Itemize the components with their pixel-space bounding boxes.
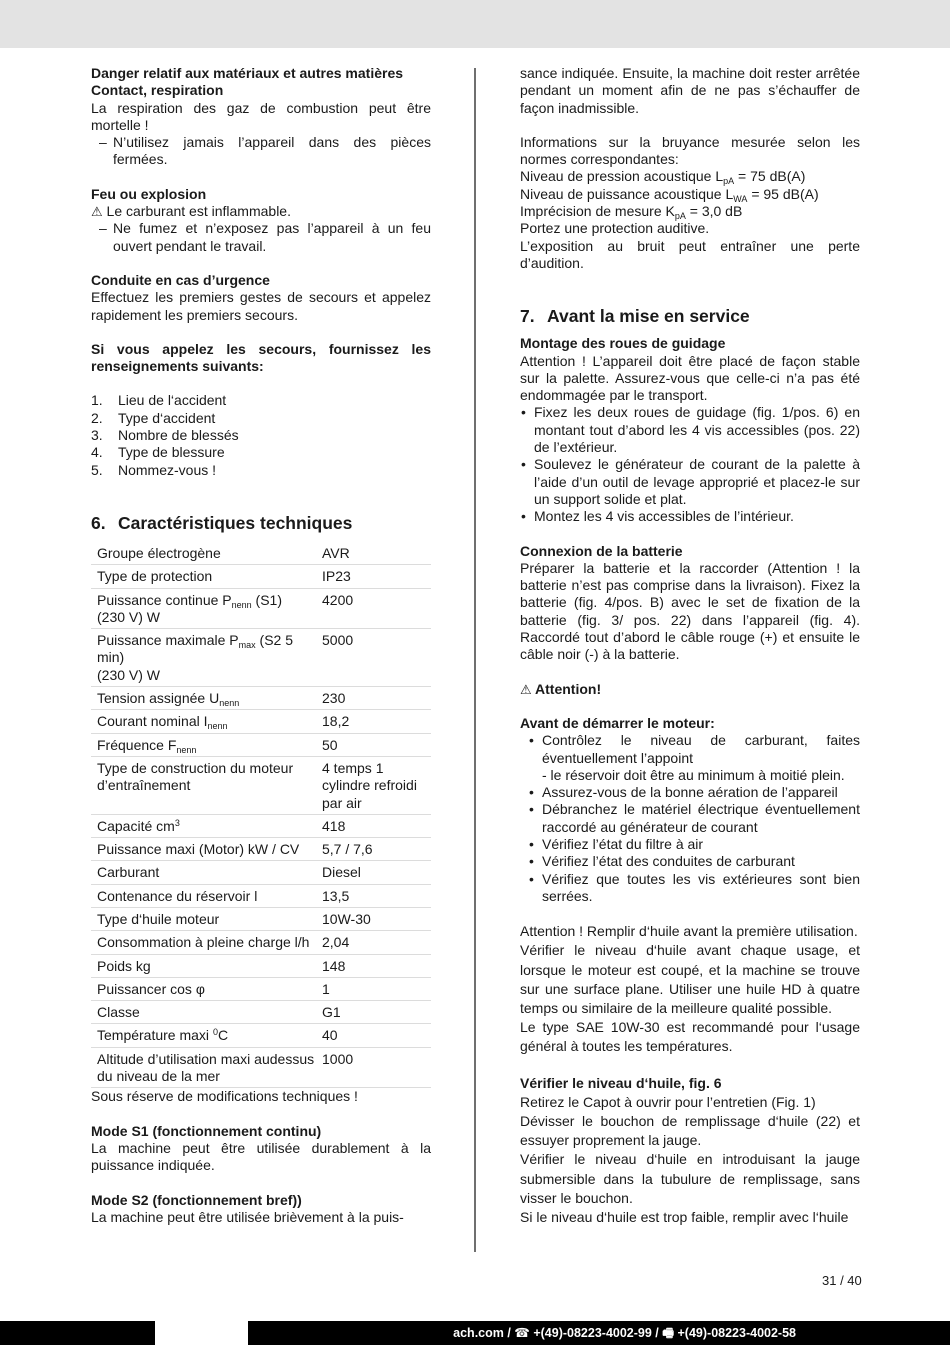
wheels-heading: Montage des roues de guidage [520, 335, 726, 352]
table-row: Carburant Diesel [91, 861, 431, 884]
list-item: • Montez les 4 vis accessibles de l’intérieur. [520, 508, 860, 525]
danger-text: La respiration des gaz de combustion peut être mortelle ! [91, 99, 431, 133]
table-row: Groupe électrogène AVR [91, 542, 431, 565]
oil-text-1: Attention ! Remplir d‘huile avant la première utilisation. [520, 923, 858, 940]
noise-power: Niveau de puissance acoustique $L_{WA} = 95$ dB(A) [520, 185, 819, 204]
fire-dash-item: – Ne fumez et n’exposez pas l’appareil à un feu ouvert pendant le travail. [91, 220, 431, 255]
section-6-title: 6. Caractéristiques techniques [91, 512, 353, 533]
danger-heading: Danger relatif aux matériaux et autres matières [91, 65, 404, 81]
noise-warning: L’exposition au bruit peut entraîner une perte d’audition. [520, 237, 860, 271]
oil-check-heading: Vérifier le niveau d‘huile, fig. 6 [520, 1074, 722, 1091]
noise-uncertainty: Imprécision de mesure $K_{pA} = 3,0$ dB [520, 203, 743, 222]
oil-check-text-2: Dévisser le bouchon de remplissage d‘huile (22) et essuyer proprement la jauge. [520, 1113, 860, 1149]
noise-pressure: Niveau de pression acoustique $L_{pA} = 75$ dB(A) [520, 168, 806, 187]
table-row: Capacité $cm^3$ 418 [91, 814, 431, 837]
fire-heading: Feu ou explosion [91, 185, 207, 202]
table-row: Fréquence $F_{nenn}$ 50 [91, 733, 431, 756]
list-item: 3. Nombre de blessés [91, 427, 239, 444]
battery-heading: Connexion de la batterie [520, 542, 683, 559]
list-item: • Vérifiez l’état du filtre à air [520, 836, 860, 853]
table-row: Classe G1 [91, 1001, 431, 1024]
table-row: Poids kg 148 [91, 954, 431, 977]
mode-s2-heading: Mode S2 (fonctionnement bref)) [91, 1191, 302, 1208]
oil-check-text-4: Si le niveau d‘huile est trop faible, remplir avec l‘huile [520, 1209, 849, 1226]
battery-text: Préparer la batterie et la raccorder (Attention ! la batterie n’est pas comprise dans la livraison). Fixez la batterie (fig. 4/pos. B) avec le set de fixation de la batterie (fig. 3/ pos. 22) dans l’appareil (fig. 4). Raccordé tout d’abord le câble rouge (+) et ensuite le câble noir (-) à la batterie. [520, 559, 860, 663]
list-item: • Assurez-vous de la bonne aération de l’appareil [520, 784, 860, 801]
fire-text-label: Le carburant est inflammable. [106, 203, 291, 220]
right-column [520, 65, 860, 1227]
top-band [0, 0, 950, 48]
section-7-title: 7. Avant la mise en service [520, 306, 750, 327]
spec-table [91, 542, 431, 1088]
table-row: Type de protection IP23 [91, 565, 431, 588]
list-item: • Contrôlez le niveau de carburant, faites éventuellement l’appoint - le réservoir doit être au minimum à moitié plein. [520, 732, 860, 784]
oil-check-text-1: Retirez le Capot à ouvrir pour l’entretien (Fig. 1) [520, 1093, 816, 1110]
table-row: Puissancer cos φ 1 [91, 977, 431, 1000]
list-item: • Fixez les deux roues de guidage (fig. 1/pos. 6) en montant tout d’abord les 4 vis accessibles (pos. 22) de l’extérieur. [520, 404, 860, 456]
table-row: Tension assignée $U_{nenn}$ 230 [91, 687, 431, 710]
mode-s1-heading: Mode S1 (fonctionnement continu) [91, 1122, 322, 1139]
noise-protection: Portez une protection auditive. [520, 220, 710, 237]
mode-s1-text: La machine peut être utilisée durablement à la puissance indiquée. [91, 1139, 431, 1174]
wheels-text: Attention ! L’appareil doit être placé de façon stable sur la palette. Assurez-vous que celle-ci n’a pas été endommagée par le transport. [520, 352, 860, 404]
table-row: Consommation à pleine charge l/h 2,04 [91, 931, 431, 954]
table-row: Courant nominal $I_{nenn}$ 18,2 [91, 710, 431, 733]
list-item: • Soulevez le générateur de courant de la palette à l’aide d’un outil de levage approprié et placez-le sur un support solide et plat. [520, 456, 860, 508]
table-row: Puissance maximale $P_{max}$ (S2 5 min) (230 V) W 5000 [91, 629, 431, 687]
table-row: Température maxi $^0$C 40 [91, 1024, 431, 1047]
table-row: Altitude d’utilisation maxi audessus du niveau de la mer 1000 [91, 1047, 431, 1088]
table-row: Contenance du réservoir l 13,5 [91, 884, 431, 907]
footer-contact: ach.com / ☎ +(49)-08223-4002-99 / 🖷 +(49)-08223-4002-58 [453, 1326, 796, 1340]
danger-dash-item: – N’utilisez jamais l’appareil dans des pièces fermées. [91, 134, 431, 169]
noise-intro: Informations sur la bruyance mesurée selon les normes correspondantes: [520, 133, 860, 168]
list-item: • Débranchez le matériel électrique éventuellement raccordé au générateur de courant [520, 801, 860, 836]
list-item: 2. Type d‘accident [91, 409, 216, 426]
list-item: 4. Type de blessure [91, 444, 225, 461]
mode-s2-continued: sance indiquée. Ensuite, la machine doit rester arrêtée pendant un moment afin de ne pas s’échauffer de façon inadmissible. [520, 65, 860, 116]
list-item: 5. Nommez-vous ! [91, 461, 217, 478]
left-column [91, 65, 431, 1226]
fire-text [91, 203, 431, 220]
list-item: • Vérifiez l’état des conduites de carburant [520, 853, 860, 870]
oil-check-text-3: Vérifier le niveau d‘huile en introduisant la jauge submersible dans la tubulure de remplissage, sans visser le bouchon. [520, 1151, 860, 1206]
page-number: 31 / 40 [822, 1273, 862, 1288]
footer-bar [0, 1321, 950, 1345]
table-row: Puissance maxi (Motor) kW / CV 5,7 / 7,6 [91, 838, 431, 861]
mode-s2-text: La machine peut être utilisée brièvement à la puis- [91, 1208, 404, 1225]
technical-reserve-note: Sous réserve de modifications techniques ! [91, 1088, 358, 1105]
emergency-heading: Conduite en cas d’urgence [91, 271, 270, 288]
table-row: Puissance continue $P_{nenn}$ (S1) (230 V) W 4200 [91, 588, 431, 629]
footer-white-block [155, 1321, 248, 1345]
oil-text-3: Le type SAE 10W-30 est recommandé pour l‘usage général à toutes les températures. [520, 1019, 860, 1055]
table-row: Type d‘huile moteur 10W-30 [91, 907, 431, 930]
list-item: 1. Lieu de l‘accident [91, 392, 227, 409]
call-heading: Si vous appelez les secours, fournissez les renseignements suivants: [91, 340, 431, 375]
table-row: Type de construction du moteur d’entraînement 4 temps 1 cylindre refroidi par air [91, 756, 431, 814]
warning-icon: ⚠ [520, 681, 532, 697]
column-divider [474, 68, 476, 1252]
attention-heading: ⚠ Attention! [520, 680, 602, 697]
list-item: • Vérifiez que toutes les vis extérieures sont bien serrées. [520, 871, 860, 906]
danger-subheading: Contact, respiration [91, 82, 224, 99]
oil-text-2: Vérifier le niveau d‘huile avant chaque usage, et lorsque le moteur est coupé, et la machine se trouve sur une surface plane. Utiliser une huile HD à quatre temps ou similaire de la meilleure qualité possible. [520, 942, 860, 1016]
before-start-heading: Avant de démarrer le moteur: [520, 714, 715, 731]
warning-icon: ⚠ [91, 204, 103, 220]
emergency-text: Effectuez les premiers gestes de secours et appelez rapidement les premiers secours. [91, 289, 431, 323]
